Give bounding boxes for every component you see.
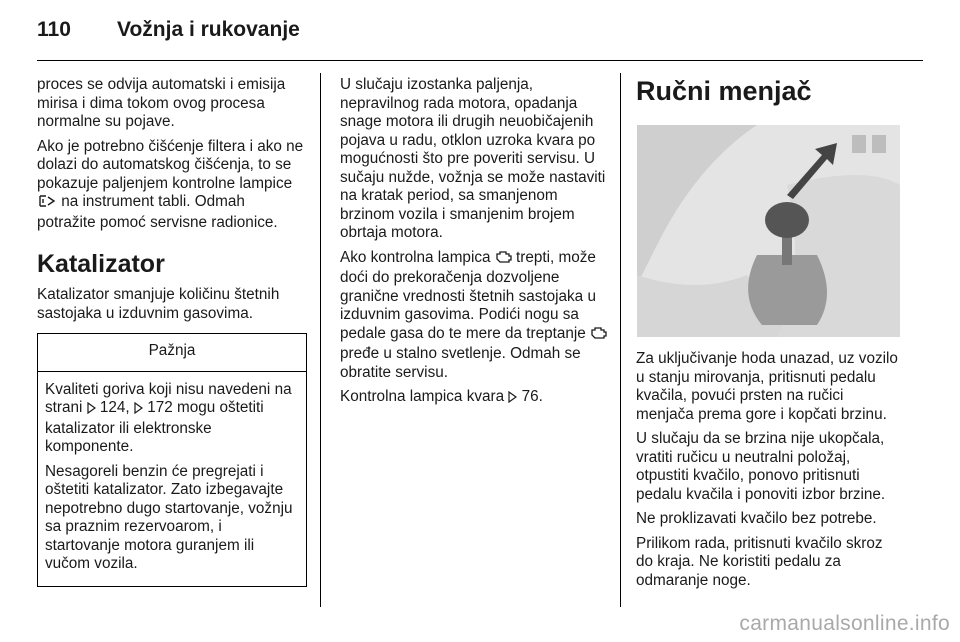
paragraph (37, 138, 307, 233)
paragraph: Ne proklizavati kvačilo bez potrebe. (636, 510, 877, 527)
header-rule (37, 60, 923, 61)
diesel-particle-filter-icon (37, 194, 57, 214)
column-divider-1 (320, 73, 321, 607)
section-heading-katalizator: Katalizator (37, 250, 165, 278)
gear-lever-illustration (637, 125, 900, 337)
page-reference-arrow-icon (508, 390, 517, 409)
notice-box (37, 333, 307, 587)
page-header (37, 18, 300, 42)
paragraph: U slučaju izostanka paljenja, nepravilnog rada motora, opadanja snage motora ili drugih neuobičajenih pojava u radu, otklon uzroka kvara po mogućnosti što pre poveriti servisu. U sučaju nužde, vožnja se može nastaviti na kratak period, sa smanjenom brzinom vozila i smanjenim brojem obrtaja motora. (340, 76, 606, 241)
column-1 (37, 76, 307, 587)
page-ref-link[interactable]: 124, (99, 399, 130, 416)
paragraph: U slučaju da se brzina nije ukopčala, vratiti ručicu u neutralni položaj, otpustiti kvačilo, ponovo pritisnuti pedalu kvačila i ponoviti izbor brzine. (636, 430, 886, 503)
section-heading-rucni-menjac: Ručni menjač (636, 76, 812, 106)
engine-check-icon (590, 326, 607, 346)
notice-body (38, 372, 306, 586)
text-run: Ako je potrebno čišćenje filtera i ako ne dolazi do automatskog čišćenja, to se pokazuje paljenjem kontrolne lampice (37, 137, 304, 192)
text-run: Kontrolna lampica kvara (340, 388, 505, 405)
watermark: carmanualsonline.info (739, 612, 950, 635)
page-ref-link[interactable]: 76. (521, 388, 543, 405)
engine-check-icon (495, 250, 512, 270)
text-run: mogu oštetiti katalizator ili elektronske komponente. (45, 399, 264, 455)
paragraph (45, 381, 300, 457)
column-divider-2 (620, 73, 621, 607)
notice-title: Pažnja (38, 334, 306, 372)
paragraph (340, 388, 608, 409)
page-ref-link[interactable]: 172 (147, 399, 173, 416)
text-run: pređe u stalno svetlenje. Odmah se obratite servisu. (340, 345, 581, 381)
page-reference-arrow-icon (87, 401, 96, 420)
paragraph (340, 249, 608, 383)
paragraph: Za uključivanje hoda unazad, uz vozilo u stanju mirovanja, pritisnuti pedalu kvačila, povući prsten na ručici menjača prema gore i kopčati brzinu. (636, 350, 898, 423)
page-number: 110 (37, 18, 71, 41)
text-run: Ako kontrolna lampica (340, 248, 491, 266)
paragraph: Prilikom rada, pritisnuti kvačilo skroz do kraja. Ne koristiti pedalu za odmaranje noge. (636, 534, 883, 589)
text-run: Kvaliteti goriva koji nisu navedeni na strani (45, 380, 292, 416)
chapter-title: Vožnja i rukovanje (117, 18, 300, 41)
paragraph: Katalizator smanjuje količinu štetnih sastojaka u izduvnim gasovima. (37, 286, 280, 322)
column-3 (636, 350, 902, 596)
paragraph: Nesagoreli benzin će pregrejati i oštetiti katalizator. Zato izbegavajte nepotrebno dugo startovanje, vožnju sa praznim rezervoarom, i startovanje motora guranjem ili vučom vozila. (45, 462, 293, 572)
paragraph: proces se odvija automatski i emisija mirisa i dima tokom ovog procesa normalne su pojave. (37, 76, 286, 130)
text-run: na instrument tabli. Odmah potražite pomoć servisne radionice. (37, 193, 278, 231)
page-reference-arrow-icon (134, 401, 143, 420)
text-run: trepti, može doći do prekoračenja dozvoljene granične vrednosti štetnih sastojaka u izduvnim gasovima. Podići nogu sa pedale gasa do te mere da treptanje (340, 248, 596, 342)
column-2 (340, 76, 608, 415)
